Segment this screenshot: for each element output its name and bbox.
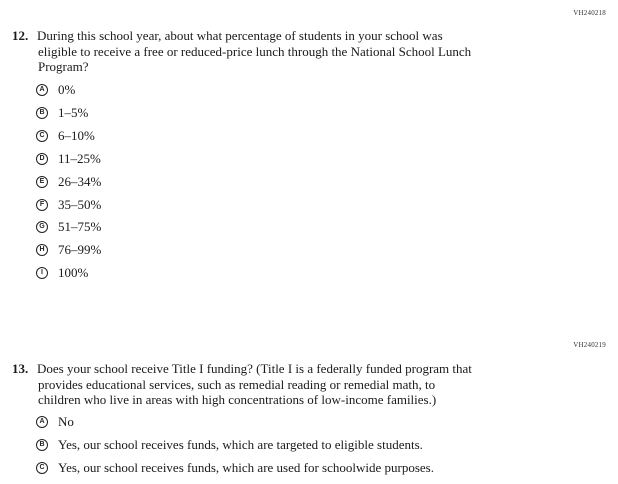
question-12-number: 12. bbox=[12, 28, 29, 43]
q12-option-a-bubble[interactable]: A bbox=[36, 84, 48, 96]
q12-option-d-label: 11–25% bbox=[58, 151, 101, 166]
q12-option-c-label: 6–10% bbox=[58, 128, 95, 143]
q12-option-f-label: 35–50% bbox=[58, 197, 102, 212]
q13-option-a-label: No bbox=[58, 414, 74, 429]
question-12-text-line-2: eligible to receive a free or reduced-price lunch through the National School Lunch bbox=[38, 43, 472, 59]
q12-option-d-bubble[interactable]: D bbox=[36, 153, 48, 165]
question-12-text-line-3: Program? bbox=[38, 59, 89, 74]
q12-option-a-label: 0% bbox=[58, 82, 76, 97]
question-13-text-line-3: children who live in areas with high concentrations of low-income families.) bbox=[38, 392, 437, 407]
question-12-code: VH240218 bbox=[573, 9, 606, 17]
q13-option-b-label: Yes, our school receives funds, which are targeted to eligible students. bbox=[58, 437, 423, 452]
q12-option-b-label: 1–5% bbox=[58, 105, 89, 120]
q12-option-i-bubble[interactable]: I bbox=[36, 267, 48, 279]
q13-option-c-label: Yes, our school receives funds, which are used for schoolwide purposes. bbox=[58, 460, 434, 475]
q12-option-e-bubble[interactable]: E bbox=[36, 176, 48, 188]
question-13-text-line-2: provides educational services, such as remedial reading or remedial math, to bbox=[38, 376, 436, 392]
q12-option-g-bubble[interactable]: G bbox=[36, 221, 48, 233]
q12-option-h-bubble[interactable]: H bbox=[36, 244, 48, 256]
q12-option-i-label: 100% bbox=[58, 265, 89, 280]
q12-option-f-bubble[interactable]: F bbox=[36, 199, 48, 211]
q12-option-b-bubble[interactable]: B bbox=[36, 107, 48, 119]
q13-option-b-bubble[interactable]: B bbox=[36, 439, 48, 451]
question-13-number: 13. bbox=[12, 361, 29, 376]
q12-option-h-label: 76–99% bbox=[58, 242, 102, 257]
q12-option-c-bubble[interactable]: C bbox=[36, 130, 48, 142]
q12-option-g-label: 51–75% bbox=[58, 219, 102, 234]
question-12-text-line-1: During this school year, about what percentage of students in your school was bbox=[37, 28, 443, 43]
question-13-text bbox=[37, 361, 557, 408]
question-13-text-line-1: Does your school receive Title I funding? (Title I is a federally funded program that bbox=[37, 361, 472, 376]
question-13-code: VH240219 bbox=[573, 341, 606, 349]
q13-option-a-bubble[interactable]: A bbox=[36, 416, 48, 428]
q12-option-e-label: 26–34% bbox=[58, 174, 102, 189]
question-12-text bbox=[37, 28, 537, 75]
q13-option-c-bubble[interactable]: C bbox=[36, 462, 48, 474]
